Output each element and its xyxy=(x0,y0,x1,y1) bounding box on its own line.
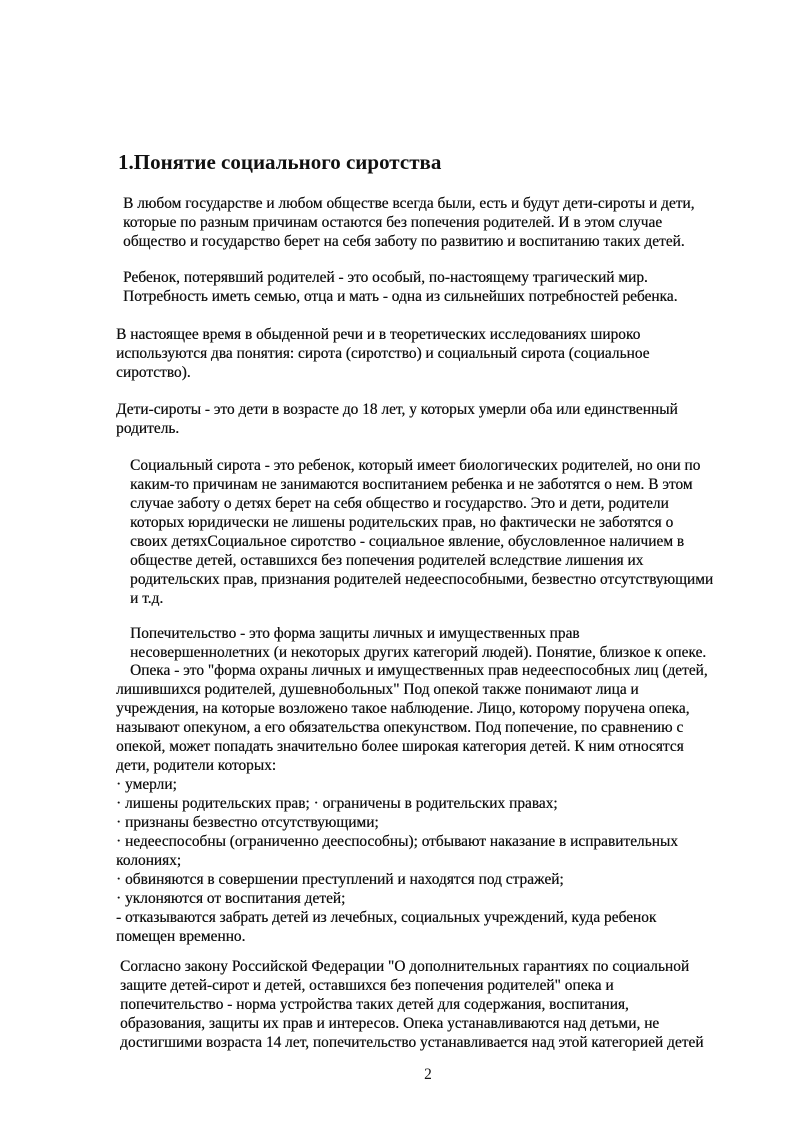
text-line: каким-то причинам не занимаются воспитанием ребенка и не заботятся о нем. В этом xyxy=(130,476,693,493)
text-line: обществе детей, оставшихся без попечения родителей вследствие лишения их xyxy=(130,552,644,569)
text-line: образования, защиты их прав и интересов. Опека устанавливаются над детьми, не xyxy=(120,1015,660,1032)
text-line: попечительство - норма устройства таких детей для содержания, воспитания, xyxy=(120,996,629,1013)
list-item: · обвиняются в совершении преступлений и находятся под стражей; xyxy=(116,871,564,888)
page-number: 2 xyxy=(424,1066,432,1083)
text-line: Опека - это "форма охраны личных и имущественных прав недееспособных лиц (детей, xyxy=(130,662,708,679)
text-line: Социальный сирота - это ребенок, который имеет биологических родителей, но они по xyxy=(130,457,701,474)
text-line: случае заботу о детях берет на себя общество и государство. Это и дети, родители xyxy=(130,495,669,512)
text-line: Потребность иметь семью, отца и мать - одна из сильнейших потребностей ребенка. xyxy=(123,288,678,305)
list-item: · признаны безвестно отсутствующими; xyxy=(116,814,379,831)
text-line: которые по разным причинам остаются без попечения родителей. И в этом случае xyxy=(123,214,663,231)
text-line: сиротство). xyxy=(116,364,191,381)
text-line: общество и государство берет на себя заботу по развитию и воспитанию таких детей. xyxy=(123,233,685,250)
text-line: лишившихся родителей, душевнобольных" Под опекой также понимают лица и xyxy=(116,681,639,698)
paragraph-social-orphan xyxy=(130,456,713,608)
paragraph-intro xyxy=(123,194,694,251)
paragraph-custody xyxy=(116,661,708,946)
text-line: опекой, может попадать значительно более широкая категория детей. К ним относятся xyxy=(116,738,684,755)
text-line: Дети-сироты - это дети в возрасте до 18 лет, у которых умерли оба или единственный xyxy=(116,401,678,418)
list-item: · уклоняются от воспитания детей; xyxy=(116,890,346,907)
list-item: колониях; xyxy=(116,852,182,869)
text-line: Согласно закону Российской Федерации "О дополнительных гарантиях по социальной xyxy=(120,958,690,975)
text-line: достигшими возраста 14 лет, попечительство устанавливается над этой категорией детей xyxy=(120,1034,704,1051)
text-line: учреждения, на которые возложено такое наблюдение. Лицо, которому поручена опека, xyxy=(116,700,690,717)
text-line: используются два понятия: сирота (сиротство) и социальный сирота (социальное xyxy=(116,345,650,362)
text-line: В любом государстве и любом обществе всегда были, есть и будут дети-сироты и дети, xyxy=(123,195,695,212)
text-line: Попечительство - это форма защиты личных и имущественных прав xyxy=(130,625,580,642)
section-heading: 1.Понятие социального сиротства xyxy=(118,150,442,174)
paragraph-orphans-definition xyxy=(116,400,678,438)
paragraph-federal-law xyxy=(120,957,703,1052)
paragraph-child-world xyxy=(123,268,677,306)
text-line: родитель. xyxy=(116,420,180,437)
text-line: которых юридически не лишены родительских прав, но фактически не заботятся о xyxy=(130,514,674,531)
text-line: и т.д. xyxy=(130,590,164,607)
paragraph-two-concepts xyxy=(116,325,649,382)
text-line: В настоящее время в обыденной речи и в теоретических исследованиях широко xyxy=(116,326,641,343)
list-item: помещен временно. xyxy=(116,928,246,945)
list-item: - отказываются забрать детей из лечебных, социальных учреждений, куда ребенок xyxy=(116,909,657,926)
text-line: дети, родители которых: xyxy=(116,757,277,774)
text-line: защите детей-сирот и детей, оставшихся без попечения родителей" опека и xyxy=(120,977,614,994)
text-line: родительских прав, признания родителей недееспособными, безвестно отсутствующими xyxy=(130,571,714,588)
text-line: несовершеннолетних (и некоторых других категорий людей). Понятие, близкое к опеке. xyxy=(130,644,707,661)
list-item: · лишены родительских прав; · ограничены в родительских правах; xyxy=(116,795,558,812)
list-item: · недееспособны (ограниченно дееспособны); отбывают наказание в исправительных xyxy=(116,833,678,850)
text-line: своих детяхСоциальное сиротство - социальное явление, обусловленное наличием в xyxy=(130,533,685,550)
list-item: · умерли; xyxy=(116,776,177,793)
text-line: называют опекуном, а его обязательства опекунством. Под попечение, по сравнению с xyxy=(116,719,684,736)
paragraph-guardianship xyxy=(130,624,706,662)
text-line: Ребенок, потерявший родителей - это особый, по-настоящему трагический мир. xyxy=(123,269,648,286)
